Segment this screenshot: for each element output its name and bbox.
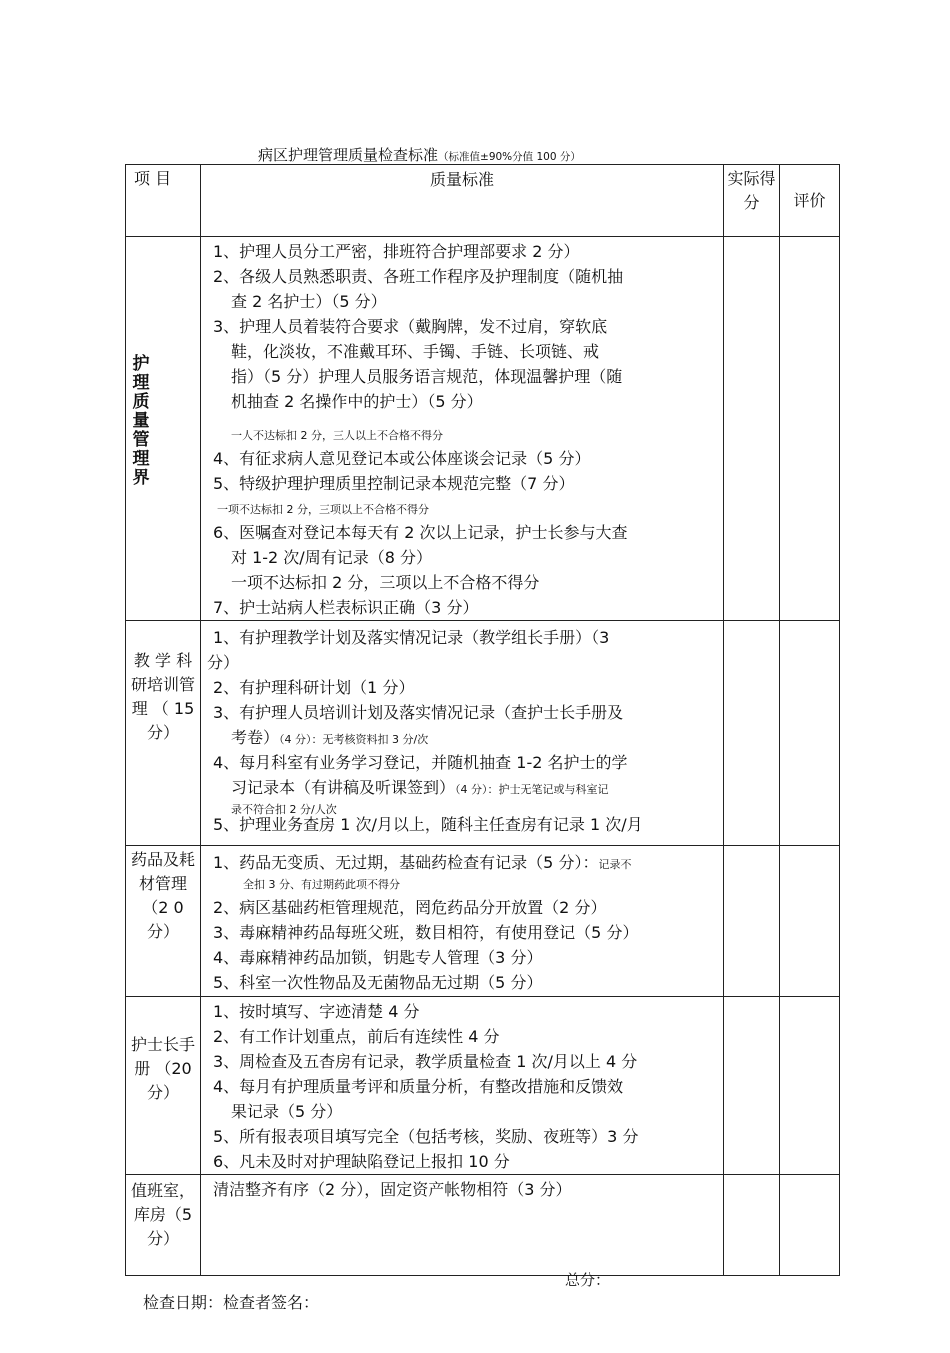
signature-line: 检查日期：检查者签名： [143, 1293, 320, 1312]
category-label: 护士长手册 （20 分） [130, 1035, 195, 1102]
title-sub: （标准值±90%分值 100 分） [438, 151, 581, 163]
standard-cell [201, 997, 724, 1175]
standard-cell [201, 846, 724, 997]
title-main: 病区护理管理质量检查标准 [258, 146, 439, 164]
standard-line: 6、凡未及时对护理缺陷登记上报扣 10 分 [213, 1152, 510, 1171]
category-label: 药品及耗材管理 （2 0 分） [130, 850, 195, 941]
deduction-note: 一项不达标扣 2 分，三项以上不合格不得分 [231, 573, 540, 592]
evaluation-cell[interactable] [780, 1175, 840, 1276]
standard-line: 1、按时填写、字迹清楚 4 分 [213, 1002, 420, 1021]
evaluation-cell[interactable] [780, 997, 840, 1175]
header-score: 实际得分 [724, 165, 780, 237]
page-title [258, 144, 581, 165]
standard-line: 2、病区基础药柜管理规范，罔危药品分开放置（2 分） [213, 898, 607, 917]
standard-cell [201, 1175, 724, 1276]
inspection-table [125, 164, 840, 1276]
standard-text: 考卷） [231, 728, 280, 747]
category-cell [126, 237, 201, 621]
table-row [126, 997, 840, 1175]
standard-text: 1、药品无变质、无过期，基础药检查有记录（5 分）： [213, 853, 599, 872]
standard-line: 2、各级人员熟悉职责、各班工作程序及护理制度（随机抽 [213, 267, 624, 286]
standard-line [213, 775, 715, 800]
score-cell[interactable] [724, 621, 780, 846]
standard-line: 3、护理人员着装符合要求（戴胸牌，发不过肩，穿软底 [213, 317, 608, 336]
standard-line: 5、科室一次性物品及无菌物品无过期（5 分） [213, 973, 543, 992]
score-cell[interactable] [724, 1175, 780, 1276]
deduction-note: （4 分）：无考核资料扣 3 分/次 [279, 733, 429, 746]
standard-text: 习记录本（有讲稿及听课签到） [231, 778, 456, 797]
standard-line: 2、有工作计划重点，前后有连续性 4 分 [213, 1027, 500, 1046]
standard-line: 果记录（5 分） [231, 1102, 343, 1121]
header-item: 项 目 [126, 165, 201, 237]
standard-line: 清洁整齐有序（2 分），固定资产帐物相符（3 分） [213, 1180, 572, 1199]
score-note: （4 分）： [455, 783, 499, 796]
score-cell[interactable] [724, 237, 780, 621]
standard-cell [201, 621, 724, 846]
standard-line: 指）（5 分）护理人员服务语言规范，体现温馨护理（随 [231, 367, 623, 386]
category-cell [126, 846, 201, 997]
standard-line: 2、有护理科研计划（1 分） [213, 678, 415, 697]
standard-line: 1、有护理教学计划及落实情况记录（教学组长手册）（3 [213, 628, 610, 647]
deduction-note: 记录不 [598, 858, 632, 871]
standard-line: 3、有护理人员培训计划及落实情况记录（查护士长手册及 [213, 703, 624, 722]
deduction-note: 一项不达标扣 2 分，三项以上不合格不得分 [217, 503, 429, 516]
evaluation-cell[interactable] [780, 846, 840, 997]
deduction-note: 护士无笔记或与科室记 [498, 783, 609, 796]
table-row [126, 237, 840, 621]
standard-line: 4、毒麻精神药品加锁，钥匙专人管理（3 分） [213, 948, 543, 967]
total-score-label: 总分： [565, 1271, 611, 1289]
deduction-note: 录不符合扣 2 分/人次 [231, 803, 337, 816]
standard-line: 3、周检查及五杳房有记录，教学质量检查 1 次/月以上 4 分 [213, 1052, 638, 1071]
standard-cell [201, 237, 724, 621]
standard-line: 对 1-2 次/周有记录（8 分） [231, 548, 432, 567]
standard-line: 7、护士站病人栏表标识正确（3 分） [213, 598, 479, 617]
deduction-note: 一人不达标扣 2 分，三人以上不合格不得分 [231, 429, 443, 442]
category-cell [126, 621, 201, 846]
category-cell [126, 997, 201, 1175]
standard-line [213, 725, 715, 750]
standard-line: 分） [207, 653, 240, 672]
standard-line: 6、医嘱查对登记本每天有 2 次以上记录，护士长参与大查 [213, 523, 628, 542]
category-cell [126, 1175, 201, 1276]
table-row [126, 621, 840, 846]
standard-line: 机抽查 2 名操作中的护士）（5 分） [231, 392, 483, 411]
evaluation-cell[interactable] [780, 237, 840, 621]
standard-line [213, 850, 715, 875]
category-label: 护理质量管理界 [132, 354, 150, 488]
standard-line: 4、有征求病人意见登记本或公体座谈会记录（5 分） [213, 449, 591, 468]
score-cell[interactable] [724, 997, 780, 1175]
standard-line: 查 2 名护士）（5 分） [231, 292, 387, 311]
standard-line: 5、护理业务查房 1 次/月以上，随科主任查房有记录 1 次/月 [213, 815, 643, 834]
table-row [126, 846, 840, 997]
standard-line: 3、毒麻精神药品每班父班，数目相符，有使用登记（5 分） [213, 923, 639, 942]
standard-line: 4、每月有护理质量考评和质量分析，有整改措施和反馈效 [213, 1077, 624, 1096]
score-cell[interactable] [724, 846, 780, 997]
deduction-note: 全扣 3 分、有过期药此项不得分 [243, 878, 400, 891]
header-row [126, 165, 840, 237]
standard-line: 5、特级护理护理质里控制记录本规范完整（7 分） [213, 474, 575, 493]
standard-line: 鞋，化淡妆，不准戴耳环、手镯、手链、长项链、戒 [231, 342, 600, 361]
category-label: 值班室，库房（5 分） [130, 1181, 195, 1248]
header-evaluation: 评价 [780, 165, 840, 237]
standard-line: 1、护理人员分工严密，排班符合护理部要求 2 分） [213, 242, 580, 261]
standard-line: 4、每月科室有业务学习登记，并随机抽查 1-2 名护士的学 [213, 753, 628, 772]
evaluation-cell[interactable] [780, 621, 840, 846]
header-standard: 质量标准 [201, 165, 724, 237]
standard-line: 5、所有报表项目填写完全（包括考核，奖励、夜班等）3 分 [213, 1127, 639, 1146]
table-row [126, 1175, 840, 1276]
category-label: 教 学 科研培训管理 （ 15 分） [130, 651, 195, 742]
